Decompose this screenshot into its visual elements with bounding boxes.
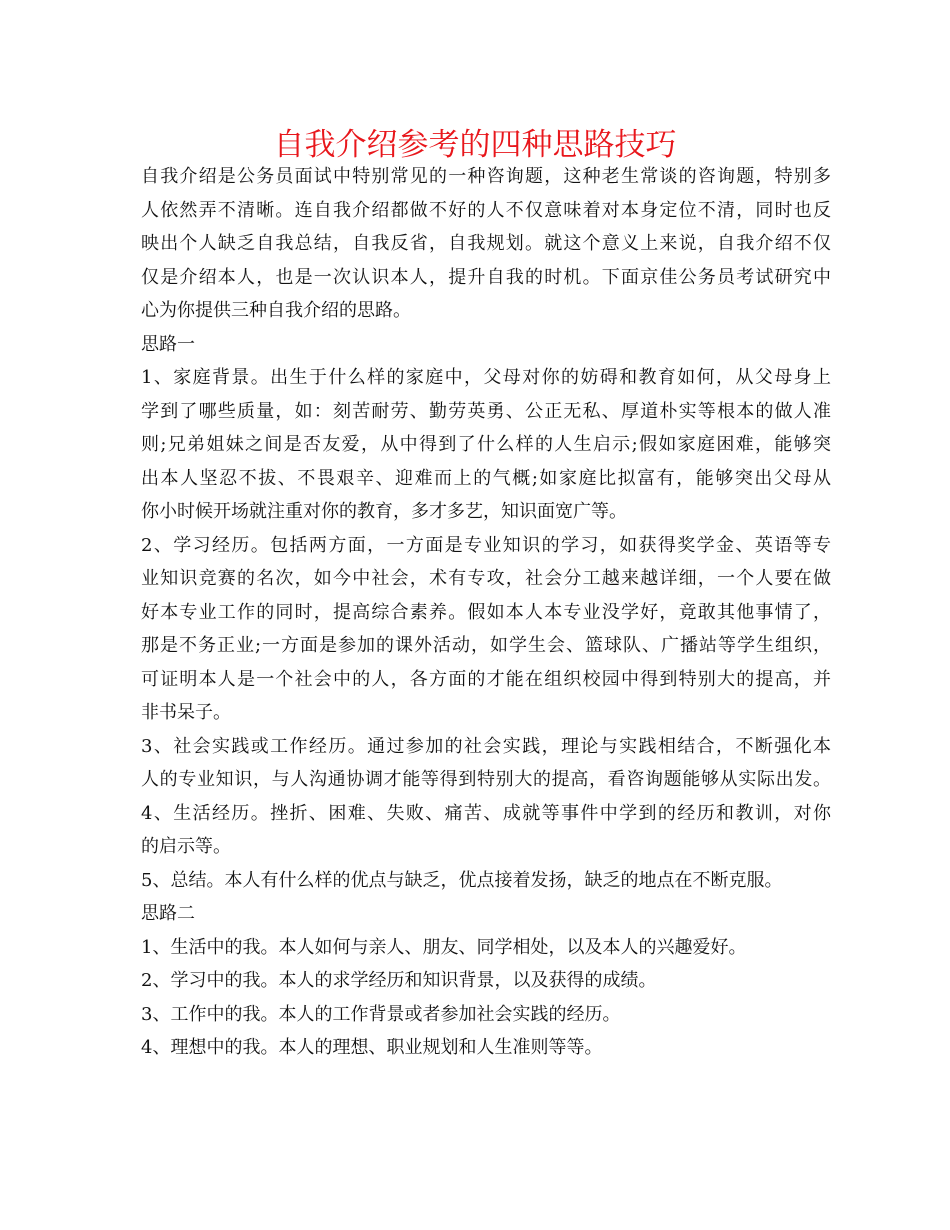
text-line: 映出个人缺乏自我总结，自我反省，自我规划。就这个意义上来说，自我介绍不仅 xyxy=(141,233,831,254)
text-line: 2、学习经历。包括两方面，一方面是专业知识的学习，如获得奖学金、英语等专 xyxy=(141,534,831,556)
section2-item-2: 2、学习中的我。本人的求学经历和知识背景，以及获得的成绩。 xyxy=(141,970,657,991)
section1-item-4 xyxy=(141,797,831,864)
section1-item-2 xyxy=(141,529,831,730)
text-line: 好本专业工作的同时，提高综合素养。假如本人本专业没学好，竟敢其他事情了， xyxy=(141,601,831,623)
text-line: 学到了哪些质量，如：刻苦耐劳、勤劳英勇、公正无私、厚道朴实等根本的做人准 xyxy=(141,400,831,422)
document-title: 自我介绍参考的四种思路技巧 xyxy=(273,127,677,163)
section1-item-3 xyxy=(141,730,831,797)
text-line: 那是不务正业;一方面是参加的课外活动，如学生会、篮球队、广播站等学生组织， xyxy=(141,635,831,656)
text-line: 自我介绍是公务员面试中特别常见的一种咨询题，这种老生常谈的咨询题，特别多 xyxy=(141,166,831,187)
section1-item-5 xyxy=(141,864,831,898)
text-line: 的启示等。 xyxy=(141,836,231,857)
section2-item-1: 1、生活中的我。本人如何与亲人、朋友、同学相处，以及本人的兴趣爱好。 xyxy=(141,936,747,958)
text-line: 仅是介绍本人，也是一次认识本人，提升自我的时机。下面京佳公务员考试研究中 xyxy=(141,266,831,288)
section-heading-1: 思路一 xyxy=(141,333,195,355)
section1-item-1 xyxy=(141,361,831,529)
text-line: 5、总结。本人有什么样的优点与缺乏，优点接着发扬，缺乏的地点在不断克服。 xyxy=(141,869,783,891)
text-line: 业知识竞赛的名次，如今中社会，术有专攻，社会分工越来越详细，一个人要在做 xyxy=(141,568,831,589)
text-line: 非书呆子。 xyxy=(141,702,231,723)
text-line: 可证明本人是一个社会中的人，各方面的才能在组织校园中得到特别大的提高，并 xyxy=(141,668,831,690)
section2-item-4: 4、理想中的我。本人的理想、职业规划和人生准则等等。 xyxy=(141,1037,603,1058)
text-line: 人的专业知识，与人沟通协调才能等得到特别大的提高，看咨询题能够从实际出发。 xyxy=(141,769,831,790)
text-line: 人依然弄不清晰。连自我介绍都做不好的人不仅意味着对本身定位不清，同时也反 xyxy=(141,199,831,221)
document-body xyxy=(141,160,831,1065)
intro-paragraph xyxy=(141,160,831,328)
section-heading-2: 思路二 xyxy=(141,903,195,924)
section2-item-3: 3、工作中的我。本人的工作背景或者参加社会实践的经历。 xyxy=(141,1003,621,1025)
text-line: 出本人坚忍不拔、不畏艰辛、迎难而上的气概;如家庭比拟富有，能够突出父母从 xyxy=(141,467,831,489)
text-line: 3、社会实践或工作经历。通过参加的社会实践，理论与实践相结合，不断强化本 xyxy=(141,735,831,757)
text-line: 心为你提供三种自我介绍的思路。 xyxy=(141,300,411,321)
text-line: 4、生活经历。挫折、困难、失败、痛苦、成就等事件中学到的经历和教训，对你 xyxy=(141,802,831,824)
text-line: 则;兄弟姐妹之间是否友爱，从中得到了什么样的人生启示;假如家庭困难，能够突 xyxy=(141,434,831,455)
text-line: 你小时候开场就注重对你的教育，多才多艺，知识面宽广等。 xyxy=(141,501,627,522)
text-line: 1、家庭背景。出生于什么样的家庭中，父母对你的妨碍和教育如何，从父母身上 xyxy=(141,367,831,388)
